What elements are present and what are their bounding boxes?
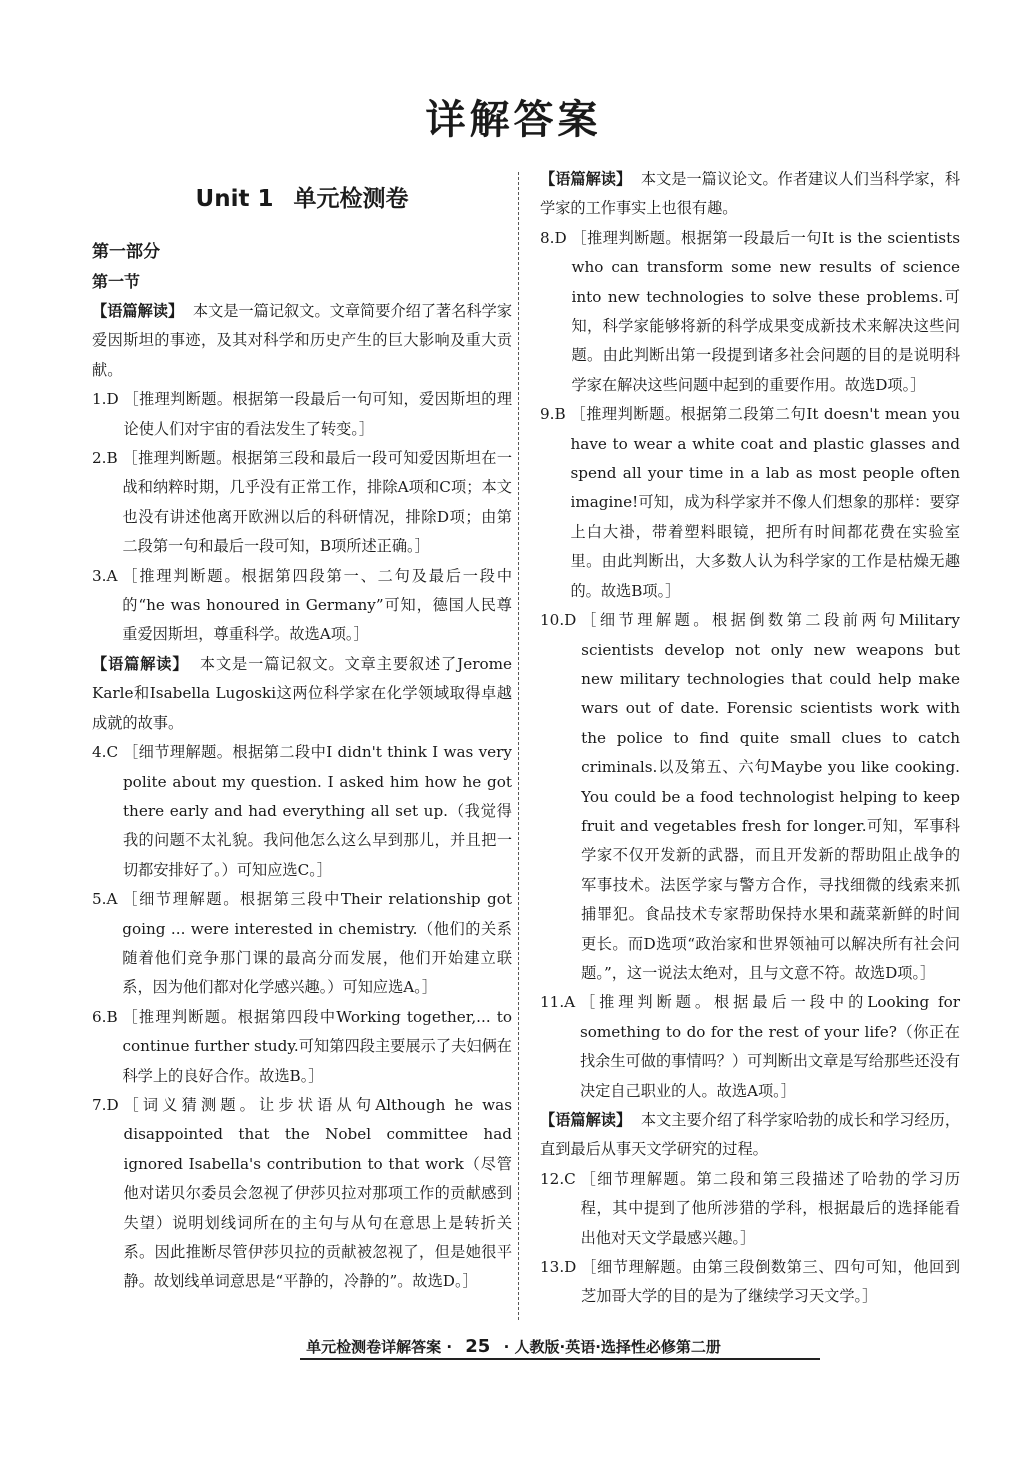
reading-summary (540, 165, 960, 224)
answer-number: 12.C (540, 1169, 576, 1188)
answer-explanation: ［词义猜测题。让步状语从句Although he was disappointed that the Nobel committee had ignored Isabella's contribution to that work（尽管他对诺贝尔委员会忽视了伊莎贝拉对那项工作的贡献感到失望）说明划线词所在的主句与从句在意思上是转折关系。因此推断尽管伊莎贝拉的贡献被忽视了，但是她很平静。故划线单词意思是“平静的，冷静的”。故选D。］ (123, 1095, 512, 1291)
footer-edition: 人教版·英语·选择性必修第二册 (514, 1338, 721, 1356)
answer-number: 4.C (92, 743, 119, 762)
answer-number: 8.D (540, 228, 567, 247)
answer-item (540, 606, 960, 988)
footer-separator: · (446, 1338, 453, 1356)
unit-title (92, 183, 512, 215)
section-heading: 第一节 (92, 272, 141, 291)
answer-item (540, 988, 960, 1106)
answer-number: 10.D (540, 611, 577, 630)
answer-explanation: ［细节理解题。由第三段倒数第三、四句可知，他回到芝加哥大学的目的是为了继续学习天文学。］ (581, 1258, 960, 1306)
page-number: 25 (465, 1336, 491, 1357)
footer-title: 单元检测卷详解答案 (306, 1338, 442, 1356)
reading-text: 本文是一篇记叙文。文章主要叙述了Jerome Karle和Isabella Lugoski这两位科学家在化学领域取得卓越成就的故事。 (92, 654, 513, 732)
answer-item (540, 224, 960, 400)
answer-explanation: ［推理判断题。根据第一段最后一句It is the scientists who can transform some new results of science into new technologies to solve these problems.可知，科学家能够将新的科学成果变成新技术来解决这些问题。由此判断出第一段提到诸多社会问题的目的是说明科学家在解决这些问题中起到的重要作用。故选D项。］ (571, 228, 960, 394)
answer-explanation: ［推理判断题。根据第三段和最后一段可知爱因斯坦在一战和纳粹时期，几乎没有正常工作，排除A项和C项；本文也没有讲述他离开欧洲以后的科研情况，排除D项；由第二段第一句和最后一段可知，B项所述正确。］ (122, 449, 512, 556)
answer-item (92, 444, 512, 562)
answer-item (92, 1003, 512, 1091)
answer-number: 6.B (92, 1007, 118, 1026)
answer-number: 11.A (540, 993, 576, 1012)
answer-explanation: ［推理判断题。根据第四段中Working together,... to continue further study.可知第四段主要展示了夫妇俩在科学上的良好合作。故选B。］ (122, 1007, 512, 1085)
answer-item (92, 562, 512, 650)
reading-text: 本文是一篇记叙文。文章简要介绍了著名科学家爱因斯坦的事迹，及其对科学和历史产生的巨大影响及重大贡献。 (92, 302, 513, 379)
reading-tag: 【语篇解读】 (540, 1111, 632, 1129)
answer-number: 9.B (540, 405, 566, 424)
left-column (92, 165, 512, 1297)
answer-explanation: ［推理判断题。根据第一段最后一句可知，爱因斯坦的理论使人们对宇宙的看法发生了转变。］ (123, 390, 512, 438)
right-column (540, 165, 960, 1312)
reading-tag: 【语篇解读】 (92, 302, 184, 320)
answer-item (92, 738, 512, 885)
footer-underline (300, 1358, 820, 1360)
answer-explanation: ［细节理解题。根据倒数第二段前两句Military scientists develop not only new weapons but new military technologies that could help make wars out of date. Forensic scientists work with the police to find quite small clues to catch criminals.以及第五、六句Maybe you like cooking. You could be a food technologist helping to keep fruit and vegetables fresh for longer.可知，军事科学家不仅开发新的武器，而且开发新的帮助阻止战争的军事技术。法医学家与警方合作，寻找细微的线索来抓捕罪犯。食品技术专家帮助保持水果和蔬菜新鲜的时间更长。而D选项“政治家和世界领袖可以解决所有社会问题。”，这一说法太绝对，且与文意不符。故选D项。］ (581, 611, 960, 982)
answer-number: 13.D (540, 1258, 577, 1277)
unit-number: Unit 1 (195, 186, 274, 212)
answer-number: 3.A (92, 566, 118, 585)
unit-name: 单元检测卷 (293, 186, 409, 212)
answer-item (92, 885, 512, 1003)
answer-explanation: ［细节理解题。根据第三段中Their relationship got going ... were interested in chemistry.（他们的关系随着他们竞争那门课的最高分而发展，他们开始建立联系，因为他们都对化学感兴趣。）可知应选A。］ (122, 890, 512, 997)
column-divider (518, 172, 519, 1320)
answer-item (540, 400, 960, 606)
answer-item (540, 1253, 960, 1312)
footer-separator: · (503, 1338, 510, 1356)
answer-number: 2.B (92, 449, 118, 468)
reading-summary (540, 1106, 960, 1165)
answer-item (540, 1165, 960, 1253)
answer-explanation: ［推理判断题。根据第四段第一、二句及最后一段中的“he was honoured in Germany”可知，德国人民尊重爱因斯坦，尊重科学。故选A项。］ (122, 566, 512, 644)
answer-number: 7.D (92, 1095, 119, 1114)
reading-tag: 【语篇解读】 (540, 170, 632, 188)
answer-explanation: ［细节理解题。第二段和第三段描述了哈勃的学习历程，其中提到了他所涉猎的学科，根据最后的选择能看出他对天文学最感兴趣。］ (580, 1169, 960, 1247)
answer-explanation: ［细节理解题。根据第二段中I didn't think I was very polite about my question. I asked him how he got there early and had everything all set up.（我觉得我的问题不太礼貌。我问他怎么这么早到那儿，并且把一切都安排好了。）可知应选C。］ (122, 743, 512, 879)
reading-text: 本文是一篇议论文。作者建议人们当科学家，科学家的工作事实上也很有趣。 (540, 170, 961, 218)
answer-number: 1.D (92, 390, 119, 409)
reading-summary (92, 650, 512, 738)
reading-tag: 【语篇解读】 (92, 654, 189, 673)
reading-text: 本文主要介绍了科学家哈勃的成长和学习经历，直到最后从事天文学研究的过程。 (540, 1111, 961, 1159)
page-footer (0, 1336, 1027, 1357)
answer-explanation: ［推理判断题。根据最后一段中的Looking for something to do for the rest of your life?（你正在找余生可做的事情吗？）可判断出文章是写给那些还没有决定自己职业的人。故选A项。］ (579, 993, 960, 1100)
answer-explanation: ［推理判断题。根据第二段第二句It doesn't mean you have to wear a white coat and plastic glasses and spend all your time in a lab as most people often imagine!可知，成为科学家并不像人们想象的那样：要穿上白大褂，带着塑料眼镜，把所有时间都花费在实验室里。由此判断出，大多数人认为科学家的工作是枯燥无趣的。故选B项。］ (570, 405, 960, 600)
reading-summary (92, 297, 512, 385)
answer-item (92, 385, 512, 444)
page-title: 详解答案 (425, 97, 602, 143)
part-heading: 第一部分 (92, 242, 160, 262)
answer-item (92, 1091, 512, 1297)
answer-number: 5.A (92, 890, 118, 909)
